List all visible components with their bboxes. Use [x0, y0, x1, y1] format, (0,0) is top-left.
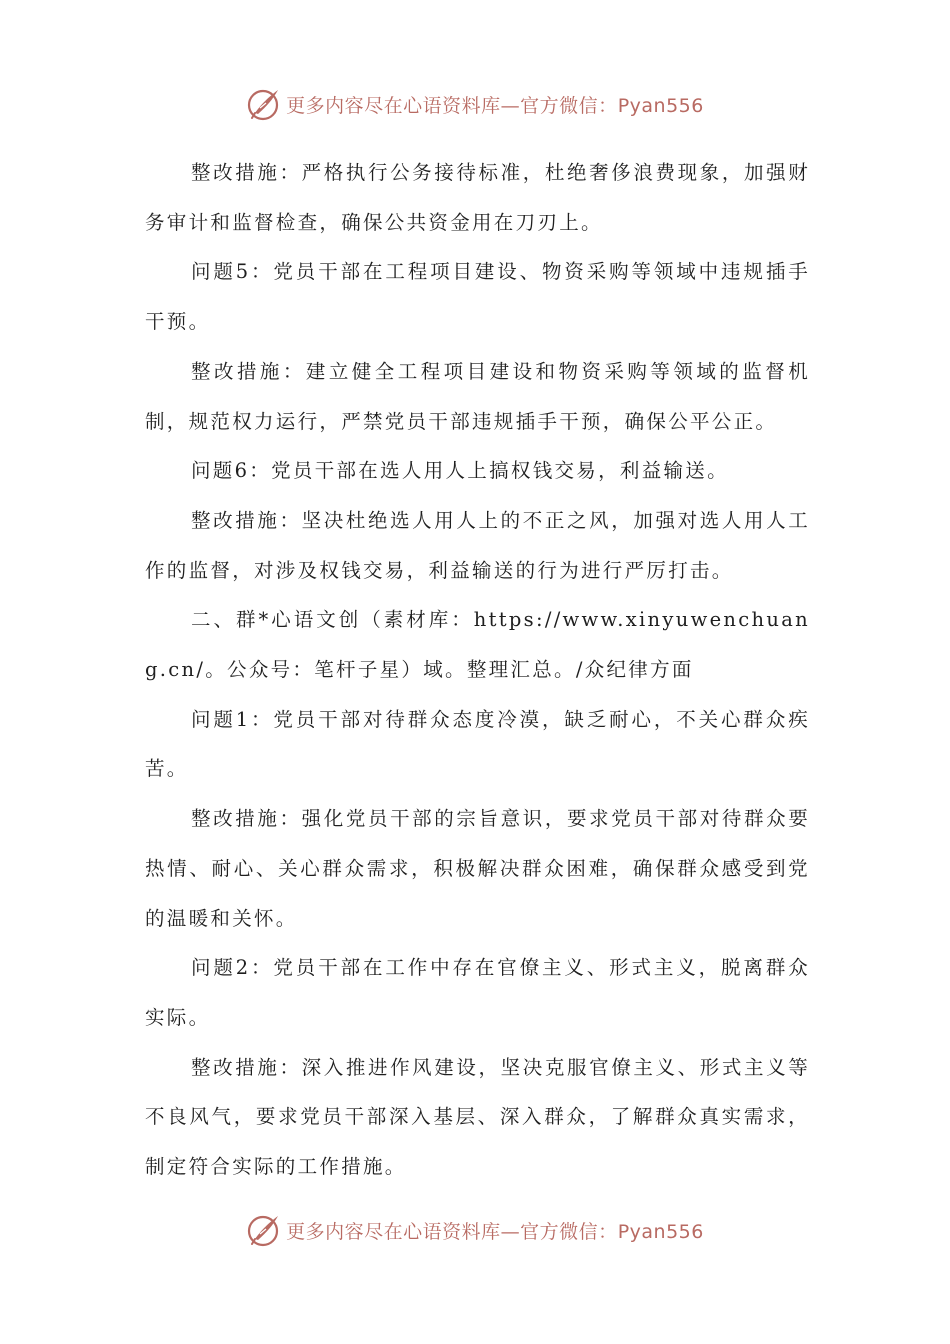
- header-banner: [0, 84, 950, 124]
- paragraph: 问题6：党员干部在选人用人上搞权钱交易，利益输送。: [191, 459, 729, 483]
- paragraph: 问题5：党员干部在工程项目建设、物资采购等领域中违规插手干预。: [145, 260, 810, 334]
- paragraph: 整改措施：坚决杜绝选人用人上的不正之风，加强对选人用人工作的监督，对涉及权钱交易，利益输送的行为进行严厉打击。: [145, 508, 810, 582]
- banner-text: 更多内容尽在心语资料库—官方微信：Pyan556: [286, 94, 704, 117]
- paragraph: 问题2：党员干部在工作中存在官僚主义、形式主义，脱离群众实际。: [145, 956, 810, 1029]
- paragraph: 整改措施：强化党员干部的宗旨意识，要求党员干部对待群众要热情、耐心、关心群众需求，积极解决群众困难，确保群众感受到党的温暖和关怀。: [145, 807, 810, 930]
- quill-pen-logo-icon: [246, 86, 282, 122]
- paragraph: 整改措施：严格执行公务接待标准，杜绝奢侈浪费现象，加强财务审计和监督检查，确保公共资金用在刀刃上。: [145, 161, 810, 234]
- document-body: [145, 148, 810, 1192]
- paragraph: 整改措施：深入推进作风建设，坚决克服官僚主义、形式主义等不良风气，要求党员干部深入基层、深入群众，了解群众真实需求，制定符合实际的工作措施。: [145, 1055, 810, 1179]
- paragraph: 问题1：党员干部对待群众态度冷漠，缺乏耐心，不关心群众疾苦。: [145, 707, 810, 781]
- quill-pen-logo-icon: [246, 1212, 282, 1248]
- footer-banner: [0, 1210, 950, 1250]
- paragraph: 二、群*心语文创（素材库：https://www.xinyuwenchuang.cn/。公众号：笔杆子星）域。整理汇总。/众纪律方面: [145, 608, 810, 682]
- paragraph: 整改措施：建立健全工程项目建设和物资采购等领域的监督机制，规范权力运行，严禁党员干部违规插手干预，确保公平公正。: [145, 359, 810, 433]
- banner-text: 更多内容尽在心语资料库—官方微信：Pyan556: [286, 1220, 704, 1243]
